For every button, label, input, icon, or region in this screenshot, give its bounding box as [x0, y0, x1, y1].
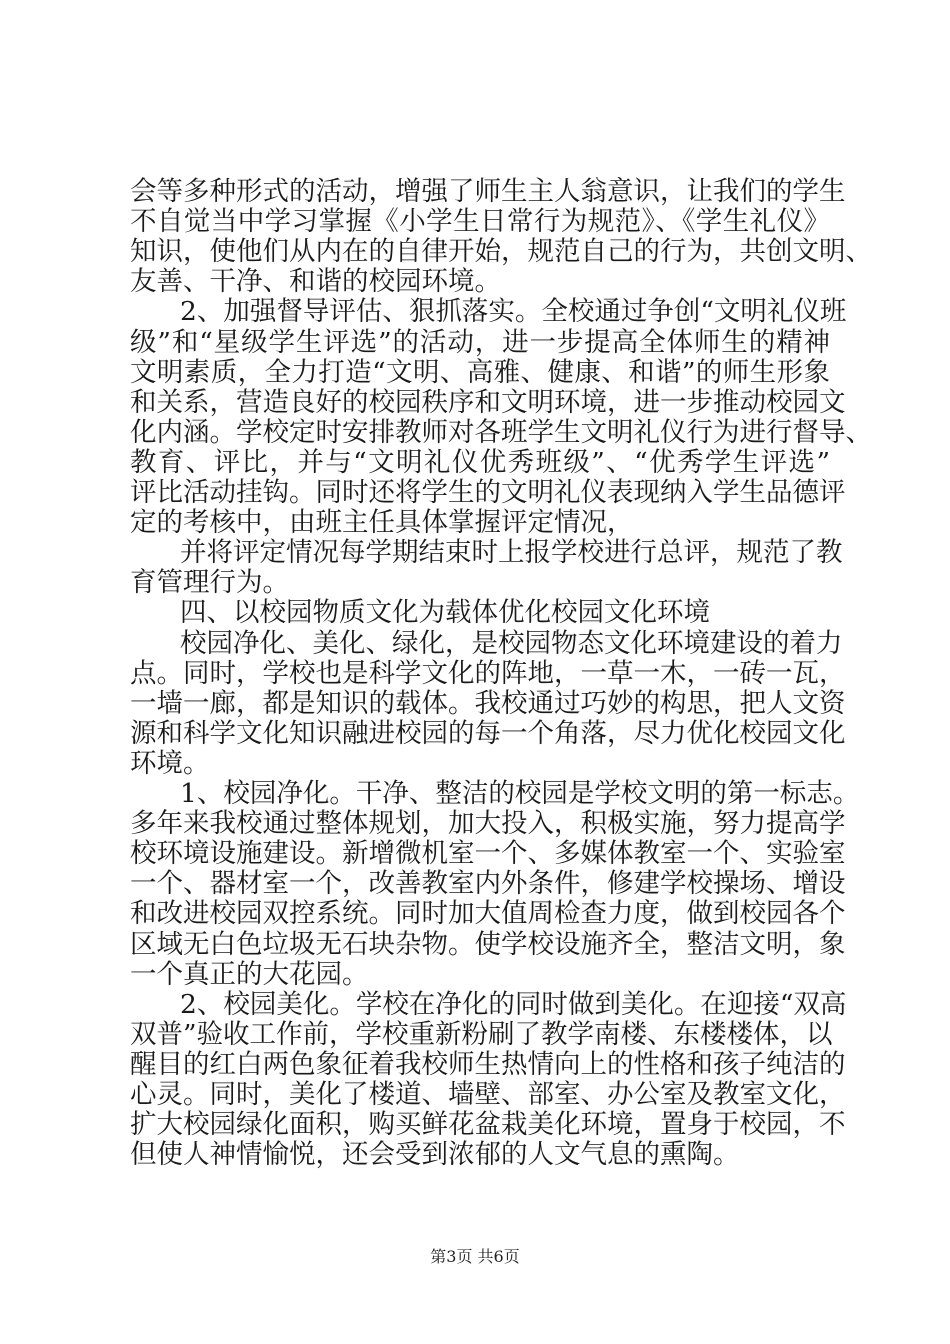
text-line-8: 和关系，营造良好的校园秩序和文明环境，进一步推动校园文 [130, 386, 846, 418]
text-line-17: 点。同时，学校也是科学文化的阵地，一草一木，一砖一瓦， [130, 657, 846, 689]
text-line-11: 评比活动挂钩。同时还将学生的文明礼仪表现纳入学生品德评 [130, 477, 846, 508]
text-line-21: 1、校园净化。干净、整洁的校园是学校文明的第一标志。 [180, 778, 860, 809]
text-line-30: 醒目的红白两色象征着我校师生热情向上的性格和孩子纯洁的 [130, 1048, 846, 1080]
text-line-12: 定的考核中，由班主任具体掌握评定情况， [130, 507, 634, 539]
text-line-20: 环境。 [130, 747, 210, 779]
text-line-10: 教育、评比，并与“文明礼仪优秀班级”、“优秀学生评选” [130, 446, 830, 478]
text-line-26: 区域无白色垃圾无石块杂物。使学校设施齐全，整洁文明，象 [130, 928, 846, 960]
text-line-31: 心灵。同时，美化了楼道、墙壁、部室、办公室及教室文化， [130, 1079, 846, 1110]
text-line-1: 会等多种形式的活动，增强了师生主人翁意识，让我们的学生 [130, 176, 846, 207]
text-line-9: 化内涵。学校定时安排教师对各班学生文明礼仪行为进行督导、 [130, 416, 872, 448]
text-line-25: 和改进校园双控系统。同时加大值周检查力度，做到校园各个 [130, 898, 846, 930]
text-line-19: 源和科学文化知识融进校园的每一个角落，尽力优化校园文化 [130, 717, 846, 749]
page-footer: 第3页 共6页 [430, 1247, 520, 1266]
text-line-28: 2、校园美化。学校在净化的同时做到美化。在迎接“双高 [180, 988, 847, 1020]
text-line-7: 文明素质，全力打造“文明、高雅、健康、和谐”的师生形象 [130, 356, 830, 388]
text-line-13: 并将评定情况每学期结束时上报学校进行总评，规范了教 [180, 537, 843, 569]
text-line-32: 扩大校园绿化面积，购买鲜花盆栽美化环境，置身于校园，不 [130, 1109, 846, 1141]
text-line-33: 但使人神情愉悦，还会受到浓郁的人文气息的熏陶。 [130, 1139, 740, 1171]
text-line-6: 级”和“星级学生评选”的活动，进一步提高全体师生的精神 [130, 326, 830, 358]
text-line-16: 校园净化、美化、绿化，是校园物态文化环境建设的着力 [180, 627, 843, 659]
text-line-4: 友善、干净、和谐的校园环境。 [130, 266, 501, 298]
text-line-27: 一个真正的大花园。 [130, 958, 369, 990]
text-line-24: 一个、器材室一个，改善教室内外条件，修建学校操场、增设 [130, 868, 846, 900]
text-line-23: 校环境设施建设。新增微机室一个、多媒体教室一个、实验室 [130, 838, 846, 870]
text-line-22: 多年来我校通过整体规划，加大投入，积极实施，努力提高学 [130, 808, 846, 840]
section-heading: 四、以校园物质文化为载体优化校园文化环境 [180, 597, 710, 629]
text-line-5: 2、加强督导评估、狠抓落实。全校通过争创“文明礼仪班 [180, 296, 847, 328]
text-line-14: 育管理行为。 [130, 567, 289, 599]
text-line-29: 双普”验收工作前，学校重新粉刷了教学南楼、东楼楼体，以 [130, 1018, 833, 1050]
text-line-3: 知识，使他们从内在的自律开始，规范自己的行为，共创文明、 [130, 236, 872, 268]
text-line-18: 一墙一廊，都是知识的载体。我校通过巧妙的构思，把人文资 [130, 687, 846, 719]
text-line-2: 不自觉当中学习掌握《小学生日常行为规范》、《学生礼仪》 [130, 206, 830, 238]
